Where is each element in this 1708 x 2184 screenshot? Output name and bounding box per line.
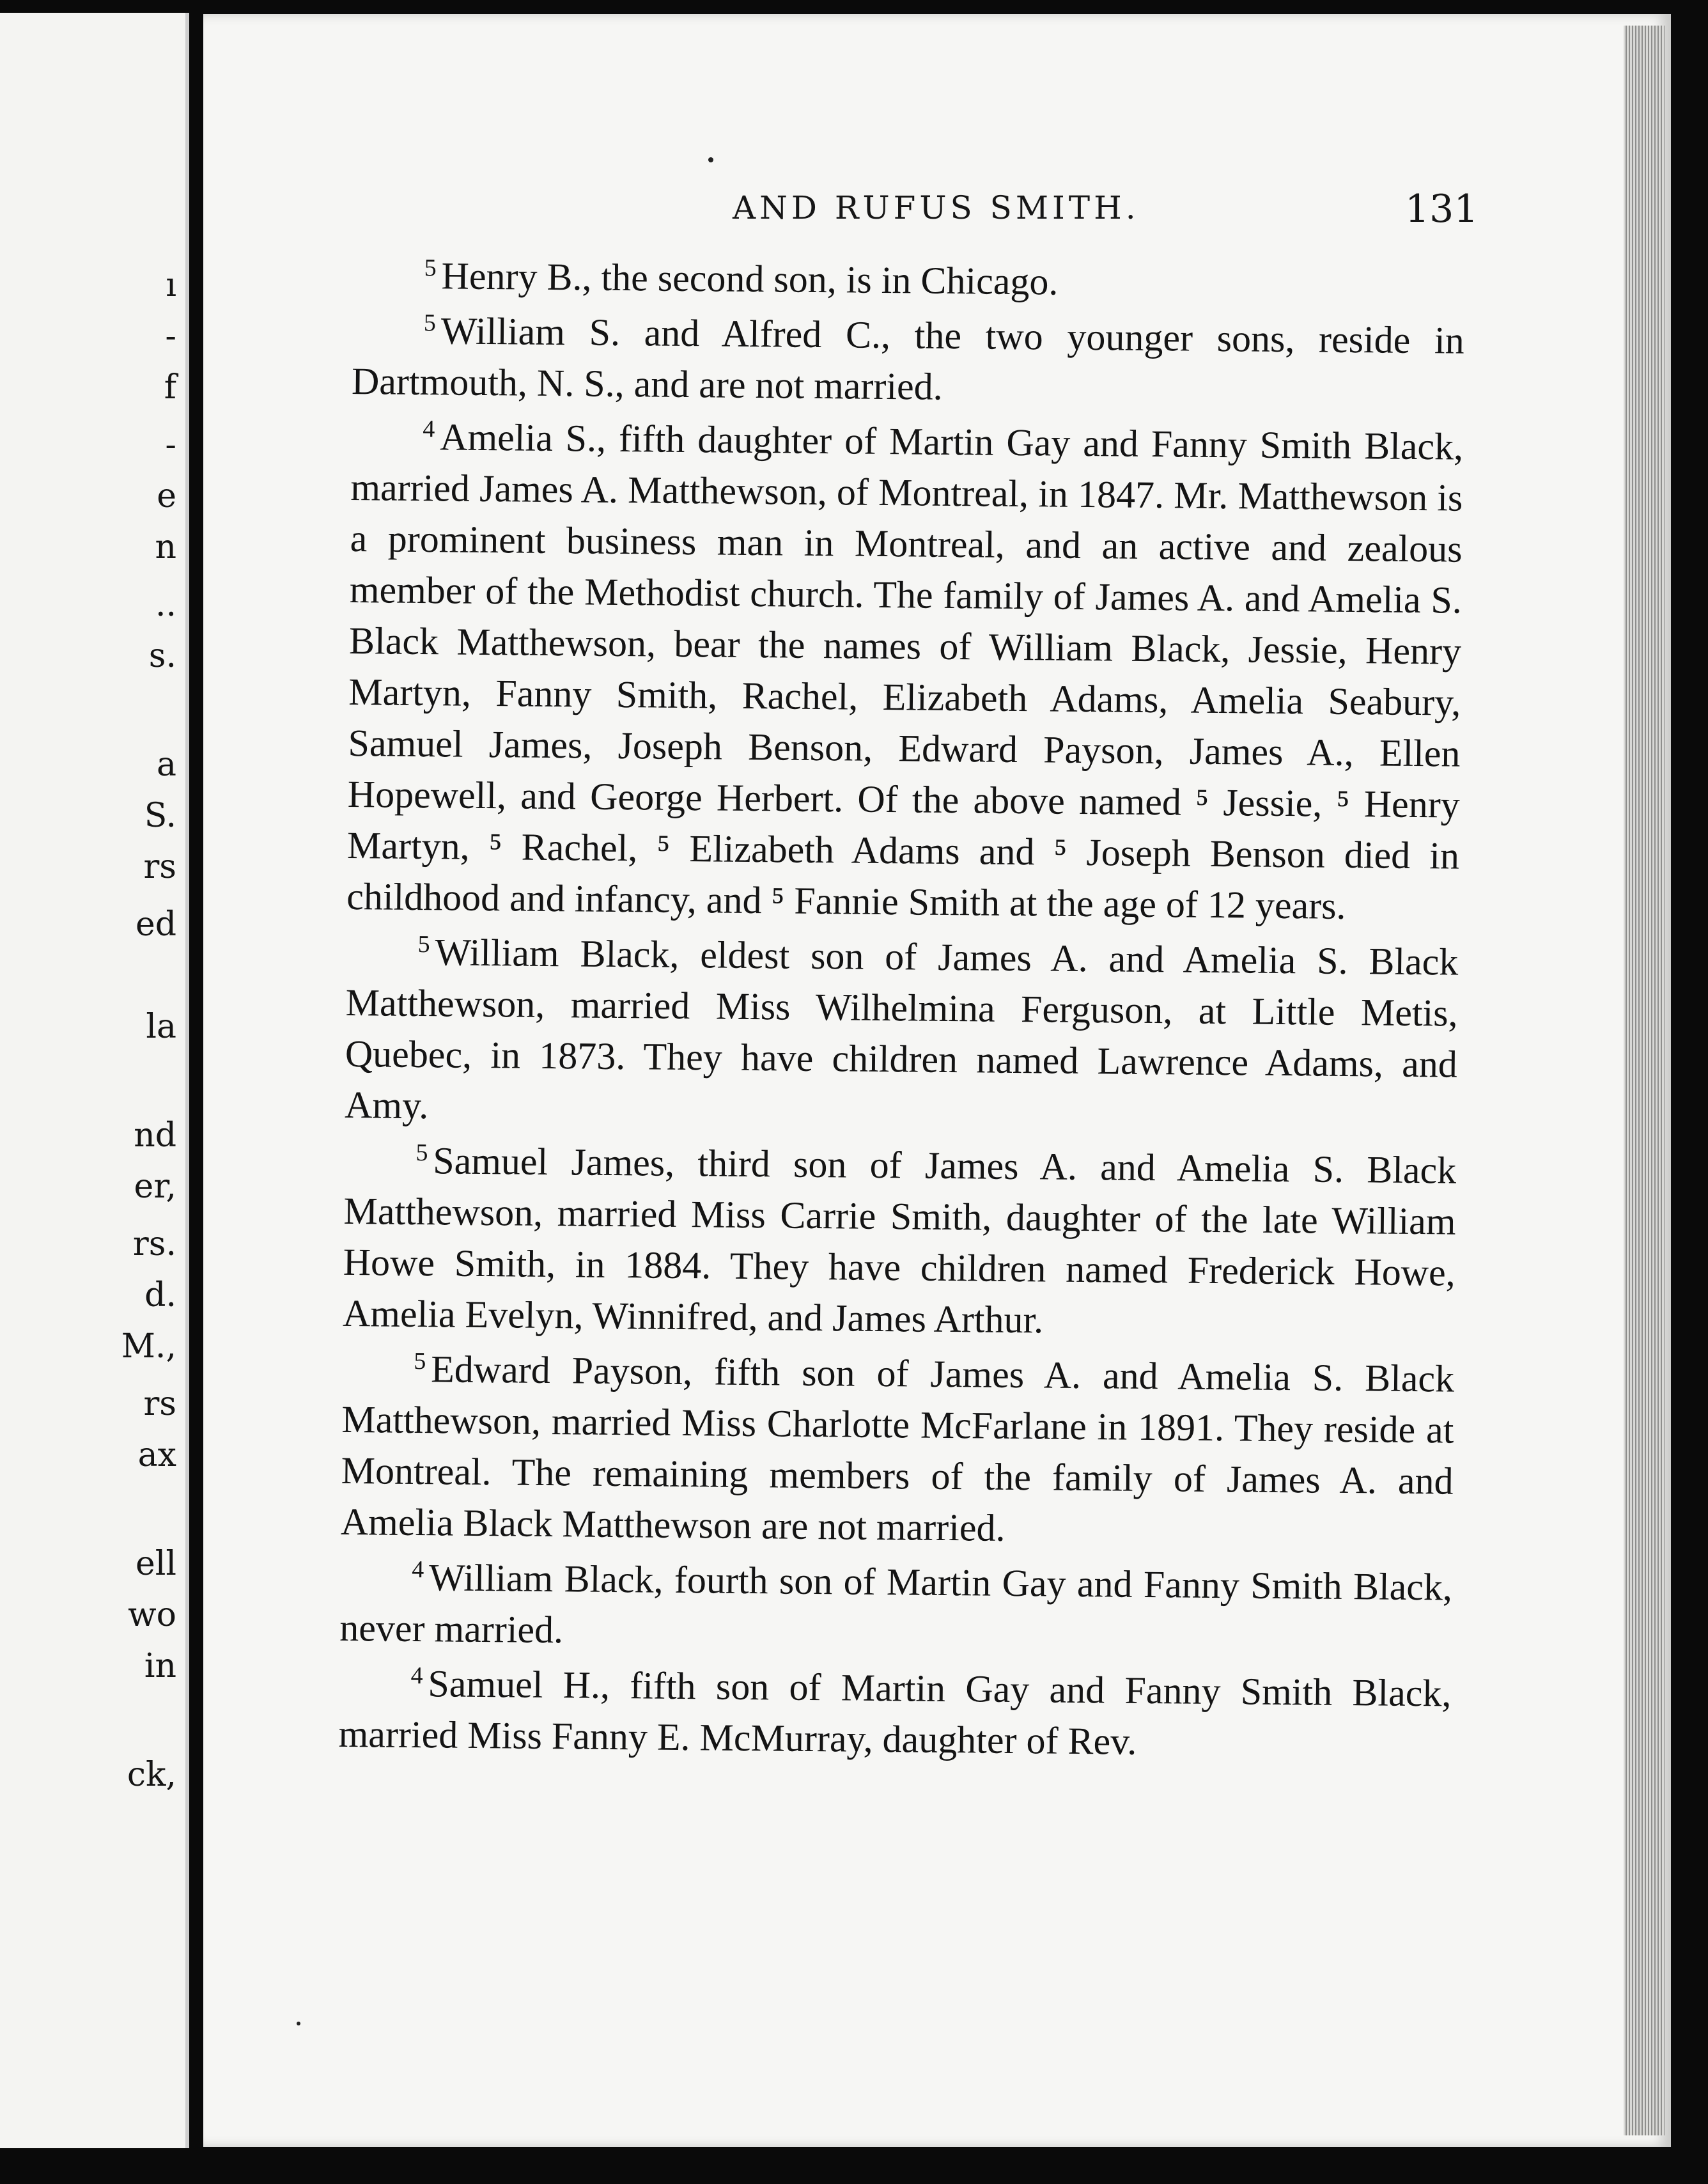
paragraph — [338, 1657, 1451, 1770]
left-page-fragment: f — [164, 368, 176, 407]
left-page-fragment: S. — [144, 797, 176, 835]
left-page-fragment: er, — [134, 1167, 176, 1206]
left-page-fragment: wo — [128, 1596, 176, 1634]
left-page-fragment: rs. — [132, 1225, 176, 1263]
left-page-fragment: .. — [155, 586, 176, 624]
left-page-fragment: ell — [135, 1545, 176, 1583]
paragraph — [345, 926, 1459, 1141]
paragraph-text: Edward Payson, fifth son of James A. and Amelia S. Black Matthewson, married Miss Charlotte McFarlane in 1891. They reside at Montreal. The remaining members of the family of James A. and Amelia Black Matthewson are not married. — [340, 1348, 1455, 1549]
running-head: AND RUFUS SMITH. — [733, 189, 1140, 226]
generation-marker: 5 — [415, 1139, 428, 1167]
paragraph-text: Samuel H., fifth son of Martin Gay and Fanny Smith Black, married Miss Fanny E. McMurray, daughter of Rev. — [338, 1662, 1452, 1763]
left-page-fragment: - — [165, 426, 176, 464]
paragraph — [352, 249, 1465, 311]
left-page-fragment: e — [157, 477, 176, 515]
left-page-fragment: n — [155, 528, 176, 566]
paragraph — [352, 304, 1464, 417]
paragraph-text: Amelia S., fifth daughter of Martin Gay and Fanny Smith Black, married James A. Matthewson, of Montreal, in 1847. Mr. Matthewson is a prominent business man in Montreal, and an active and zealous member of the Methodist church. The family of James A. and Amelia S. Black Matthewson, bear the names of William Black, Jessie, Henry Martyn, Fanny Smith, Rachel, Elizabeth Adams, Amelia Seabury, Samuel James, Joseph Benson, Edward Payson, James A., Ellen Hopewell, and George Herbert. Of the above named ⁵ Jessie, ⁵ Henry Martyn, ⁵ Rachel, ⁵ Elizabeth Adams and ⁵ Joseph Benson died in childhood and infancy, and ⁵ Fannie Smith at the age of 12 years. — [346, 416, 1464, 927]
body-text — [338, 249, 1465, 1770]
paragraph-text: William Black, eldest son of James A. and Amelia S. Black Matthewson, married Miss Wilhelmina Ferguson, at Little Metis, Quebec, in 1873. They have children named Lawrence Adams, and Amy. — [344, 931, 1459, 1127]
left-page-fragment: s. — [148, 637, 176, 675]
left-page-fragment: M., — [121, 1327, 176, 1366]
generation-marker: 4 — [410, 1662, 423, 1690]
page-number: 131 — [1405, 187, 1479, 231]
left-page-fragment: d. — [144, 1276, 176, 1314]
left-page-fragment: ck, — [127, 1756, 176, 1794]
generation-marker: 5 — [423, 309, 437, 337]
print-speck — [708, 157, 713, 162]
left-page-fragment: rs — [143, 848, 176, 886]
paragraph — [346, 410, 1464, 933]
left-page-fragment: ı — [166, 266, 176, 304]
paragraph-text: Henry B., the second son, is in Chicago. — [441, 254, 1059, 303]
generation-marker: 5 — [414, 1347, 426, 1375]
left-page-fragment: in — [144, 1647, 176, 1685]
left-page-fragment: - — [165, 317, 176, 355]
generation-marker: 5 — [424, 254, 437, 282]
left-page-fragment: ax — [137, 1436, 176, 1474]
paragraph — [341, 1343, 1455, 1558]
paragraph-text: William S. and Alfred C., the two younger sons, reside in Dartmouth, N. S., and are not married. — [351, 309, 1465, 408]
left-page-fragment: la — [146, 1008, 176, 1046]
paragraph — [339, 1551, 1452, 1664]
print-speck — [297, 2022, 300, 2025]
generation-marker: 4 — [411, 1556, 424, 1584]
left-page-fragment: nd — [134, 1116, 176, 1155]
page-edge-stack — [1624, 26, 1665, 2135]
paragraph-text: William Black, fourth son of Martin Gay and Fanny Smith Black, never married. — [339, 1556, 1453, 1651]
left-page-fragment: rs — [143, 1385, 176, 1423]
paragraph-text: Samuel James, third son of James A. and Amelia S. Black Matthewson, married Miss Carrie Smith, daughter of the late William Howe Smith, in 1884. They have children named Frederick Howe, Amelia Evelyn, Winnifred, and James Arthur. — [342, 1139, 1457, 1341]
left-facing-page — [0, 13, 189, 2148]
left-page-fragment: a — [156, 745, 176, 784]
paragraph — [343, 1134, 1457, 1350]
generation-marker: 5 — [417, 931, 430, 958]
generation-marker: 4 — [423, 416, 435, 443]
left-page-fragment: ed — [135, 905, 176, 944]
